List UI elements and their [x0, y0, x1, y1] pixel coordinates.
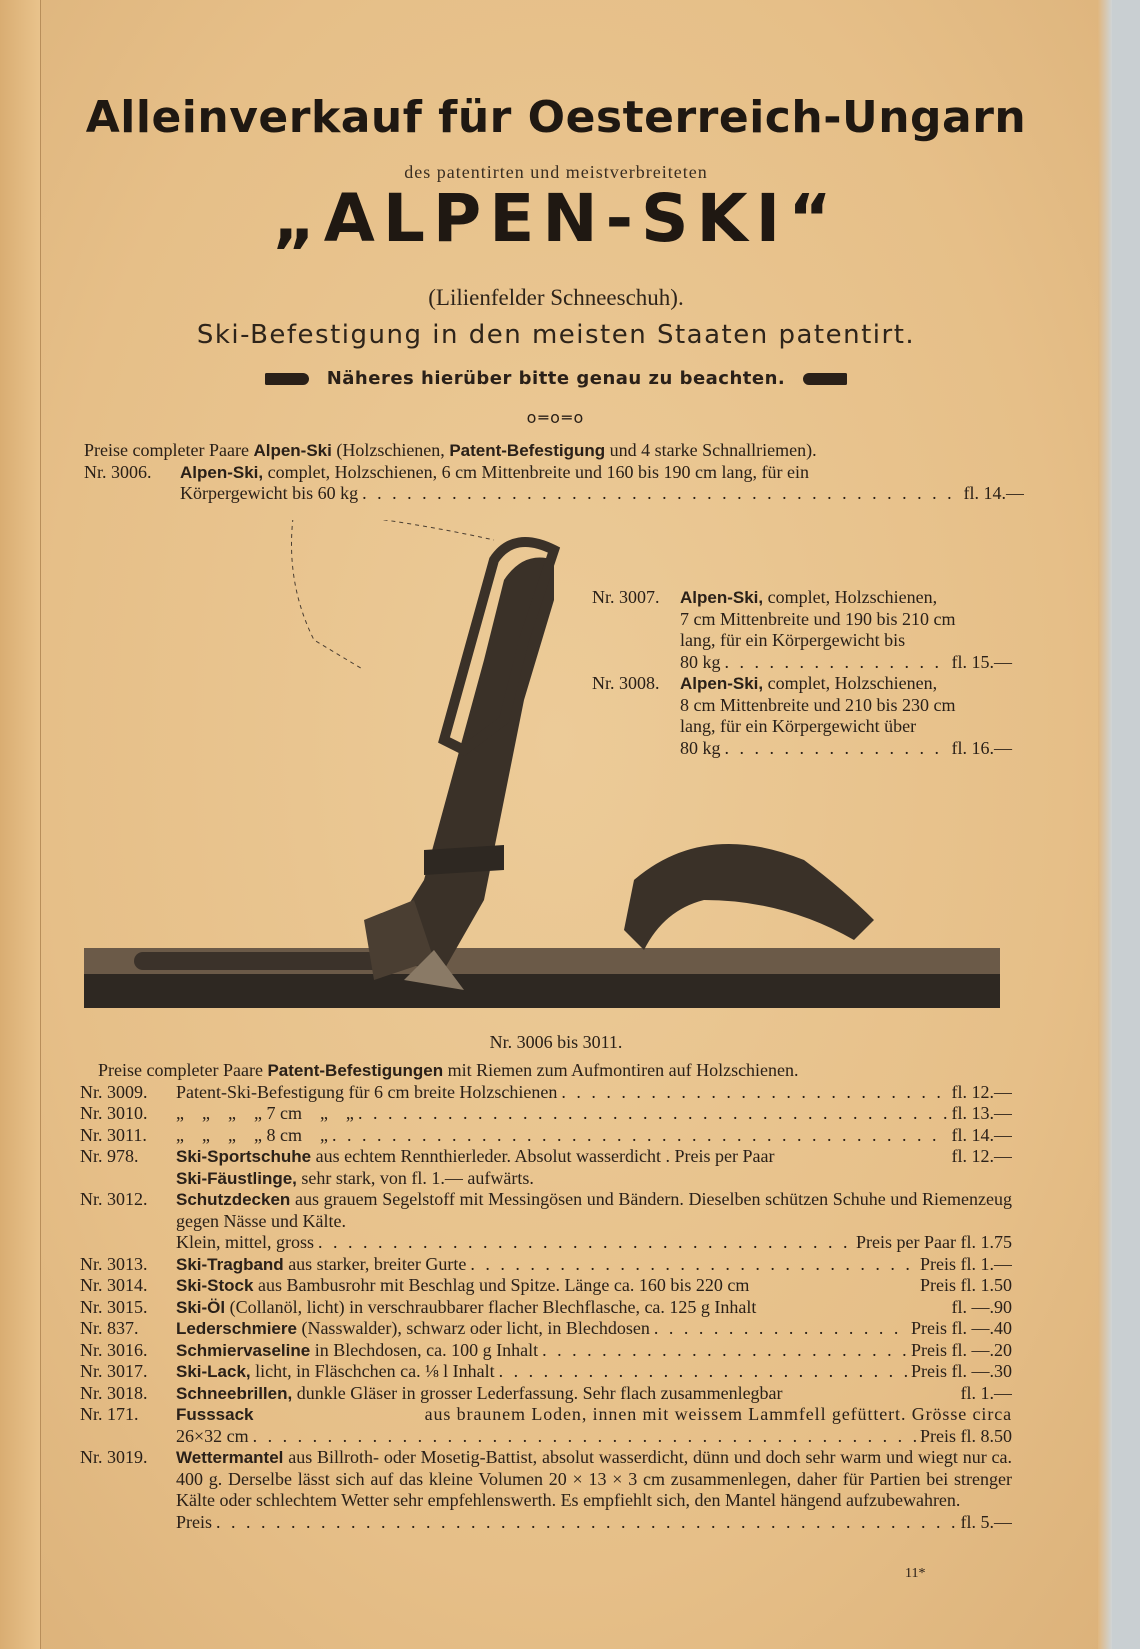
item-name: Wettermantel	[176, 1448, 284, 1467]
item-desc: aus grauem Segelstoff mit Messingösen und Bändern. Dieselben schützen Schuhe und Riemenzeug gegen Nässe und Kälte.	[176, 1189, 1012, 1231]
item-number: Nr. 3018.	[80, 1382, 148, 1403]
item-number: Nr. 3015.	[80, 1296, 148, 1317]
item-price: Preis fl. 8.50	[920, 1425, 1012, 1446]
item-price: fl. 14.—	[951, 1124, 1012, 1145]
item-name: Schneebrillen,	[176, 1383, 293, 1403]
notice-text: Näheres hierüber bitte genau zu beachten.	[326, 368, 786, 389]
item-price: Preis per Paar fl. 1.75	[856, 1232, 1012, 1252]
intro-bold: Alpen-Ski	[253, 441, 332, 460]
item-name: Ski-Sportschuhe	[176, 1147, 312, 1166]
item-price: fl. 12.—	[951, 1146, 1012, 1166]
item-desc: 26×32 cm	[176, 1425, 249, 1446]
item-desc: „ „ „ „ 7 cm „ „	[176, 1103, 354, 1123]
item-price: fl. 13.—	[951, 1103, 1012, 1123]
item-row	[80, 1340, 1012, 1362]
page-title: Alleinverkauf für Oesterreich-Ungarn	[85, 92, 1027, 143]
item-row	[80, 1275, 1012, 1297]
item-number: Nr. 3019.	[80, 1447, 148, 1467]
item-number: Nr. 3012.	[80, 1189, 148, 1209]
item-price: Preis fl. —.40	[911, 1318, 1012, 1338]
item-price: fl. 1.—	[960, 1382, 1012, 1403]
item-desc: „ „ „ „ 8 cm „	[176, 1124, 328, 1145]
item-price: fl. 14.—	[963, 483, 1024, 503]
item-desc: Patent-Ski-Befestigung für 6 cm breite Holzschienen	[176, 1081, 558, 1102]
section-heading	[80, 1060, 1012, 1082]
item-row	[80, 1125, 1012, 1147]
subtitle: des patentirten und meistverbreiteten	[404, 162, 708, 182]
item-desc: aus Billroth- oder Mosetig-Battist, absolut wasserdicht, dünn und doch sehr warm und wiegt nur ca. 400 g. Derselbe lässt sich auf das kleine Volumen 20 × 13 × 3 cm zusammenlegen, daher für Partien bei strenger Kälte oder schlechtem Wetter sehr empfehlenswerth. Es empfiehlt sich, den Mantel hängend aufzubewahren.	[176, 1447, 1013, 1510]
pointing-hand-right-icon	[265, 373, 309, 385]
item-number: Nr. 978.	[80, 1146, 139, 1166]
item-desc: Preis	[176, 1511, 212, 1532]
item-row	[80, 1082, 1012, 1104]
item-desc: Körpergewicht bis 60 kg	[180, 483, 359, 503]
item-number: Nr. 3013.	[80, 1253, 148, 1274]
item-desc: 7 cm Mittenbreite und 190 bis 210 cm	[680, 608, 956, 629]
item-price: Preis fl. 1.—	[920, 1253, 1012, 1274]
item-desc: lang, für ein Körpergewicht über	[680, 716, 917, 736]
item-3007	[592, 587, 1012, 673]
intro-block	[84, 440, 1024, 505]
intro-text: und 4 starke Schnallriemen).	[609, 440, 817, 460]
item-number: Nr. 171.	[80, 1404, 139, 1424]
item-3006	[84, 462, 1024, 484]
item-name: Ski-Fäustlinge,	[176, 1168, 297, 1188]
item-row	[80, 1297, 1012, 1319]
item-3012	[80, 1189, 1012, 1254]
item-price: Preis fl. —.30	[911, 1361, 1012, 1381]
item-desc: complet, Holzschienen, 6 cm Mittenbreite und 160 bis 190 cm lang, für ein	[267, 461, 809, 482]
intro-line	[84, 440, 1024, 462]
item-row	[80, 1103, 1012, 1125]
item-desc: (Collanöl, licht) in verschraubbarer flacher Blechflasche, ca. 125 g Inhalt	[229, 1296, 757, 1317]
item-price: fl. 16.—	[951, 737, 1012, 758]
item-row	[80, 1383, 1012, 1405]
product-alias: (Lilienfelder Schneeschuh).	[428, 285, 684, 310]
item-name: Ski-Lack,	[176, 1362, 251, 1381]
item-desc: lang, für ein Körpergewicht bis	[680, 630, 906, 650]
item-desc: 80 kg	[680, 651, 721, 672]
item-number: Nr. 3006.	[84, 461, 152, 482]
item-price: fl. 15.—	[951, 651, 1012, 672]
item-desc: sehr stark, von fl. 1.— aufwärts.	[301, 1167, 534, 1188]
item-name: Ski-Stock	[176, 1276, 254, 1295]
heading-text: mit Riemen zum Aufmontiren auf Holzschienen.	[447, 1060, 799, 1080]
item-171	[80, 1404, 1012, 1447]
item-row	[80, 1146, 1012, 1168]
item-row	[80, 1254, 1012, 1276]
item-desc: complet, Holzschienen,	[767, 587, 938, 607]
item-name: Alpen-Ski,	[180, 462, 264, 482]
item-desc: Klein, mittel, gross	[176, 1232, 314, 1252]
accessory-list	[80, 1060, 1012, 1533]
item-desc: aus starker, breiter Gurte	[288, 1253, 467, 1274]
item-desc: (Nasswalder), schwarz oder licht, in Blechdosen	[301, 1318, 650, 1338]
item-row	[80, 1318, 1012, 1340]
item-3019	[80, 1447, 1012, 1533]
item-desc: 80 kg	[680, 737, 721, 758]
item-desc: dunkle Gläser in grosser Lederfassung. Sehr flach zusammenlegbar	[296, 1382, 783, 1403]
item-name: Lederschmiere	[176, 1319, 297, 1338]
item-number: Nr. 3008.	[592, 673, 660, 693]
item-number: Nr. 837.	[80, 1318, 139, 1338]
heading-text: Preise completer Paare	[98, 1060, 263, 1080]
item-3008	[592, 673, 1012, 759]
item-desc: aus braunem Loden, innen mit weissem Lammfell gefüttert. Grösse circa	[424, 1404, 1012, 1424]
item-desc: aus echtem Rennthierleder. Absolut wasserdicht . Preis per Paar	[315, 1146, 775, 1166]
item-name: Ski-Tragband	[176, 1254, 284, 1274]
item-price: fl. —.90	[951, 1296, 1012, 1317]
intro-bold: Patent-Befestigung	[449, 441, 606, 460]
item-row	[80, 1168, 1012, 1190]
item-price: Preis fl. —.20	[911, 1339, 1012, 1360]
item-number: Nr. 3009.	[80, 1081, 148, 1102]
item-name: Schmiervaseline	[176, 1340, 311, 1360]
item-number: Nr. 3014.	[80, 1275, 148, 1295]
item-price: fl. 5.—	[960, 1511, 1012, 1532]
item-desc: in Blechdosen, ca. 100 g Inhalt	[314, 1339, 539, 1360]
item-desc: 8 cm Mittenbreite und 210 bis 230 cm	[680, 694, 956, 715]
item-name: Alpen-Ski,	[680, 588, 764, 607]
item-number: Nr. 3011.	[80, 1124, 147, 1145]
item-price: Preis fl. 1.50	[920, 1275, 1012, 1295]
item-3006-cont	[84, 483, 1024, 505]
item-desc: complet, Holzschienen,	[767, 673, 938, 693]
notice	[0, 368, 1112, 389]
item-number: Nr. 3007.	[592, 587, 660, 607]
item-number: Nr. 3016.	[80, 1339, 148, 1360]
patent-line: Ski-Befestigung in den meisten Staaten patentirt.	[196, 320, 916, 350]
illustration-caption: Nr. 3006 bis 3011.	[489, 1032, 623, 1052]
item-number: Nr. 3017.	[80, 1361, 148, 1381]
item-desc: licht, in Fläschchen ca. ⅛ l Inhalt	[255, 1361, 495, 1381]
heading-bold: Patent-Befestigungen	[267, 1061, 444, 1080]
item-name: Fusssack	[176, 1405, 254, 1424]
side-items	[592, 587, 1012, 759]
page-number: 11*	[905, 1566, 926, 1581]
item-number: Nr. 3010.	[80, 1103, 148, 1123]
product-name: „ALPEN-SKI“	[272, 180, 840, 257]
item-name: Alpen-Ski,	[680, 674, 764, 693]
pointing-hand-left-icon	[803, 373, 847, 385]
item-desc: aus Bambusrohr mit Beschlag und Spitze. Länge ca. 160 bis 220 cm	[257, 1275, 750, 1295]
item-name: Schutzdecken	[176, 1190, 291, 1209]
ornament: o═o═o	[526, 408, 586, 427]
intro-text: Preise completer Paare	[84, 440, 249, 460]
item-price: fl. 12.—	[951, 1081, 1012, 1102]
item-row	[80, 1361, 1012, 1383]
item-name: Ski-Öl	[176, 1297, 226, 1317]
intro-text: (Holzschienen,	[336, 440, 445, 460]
